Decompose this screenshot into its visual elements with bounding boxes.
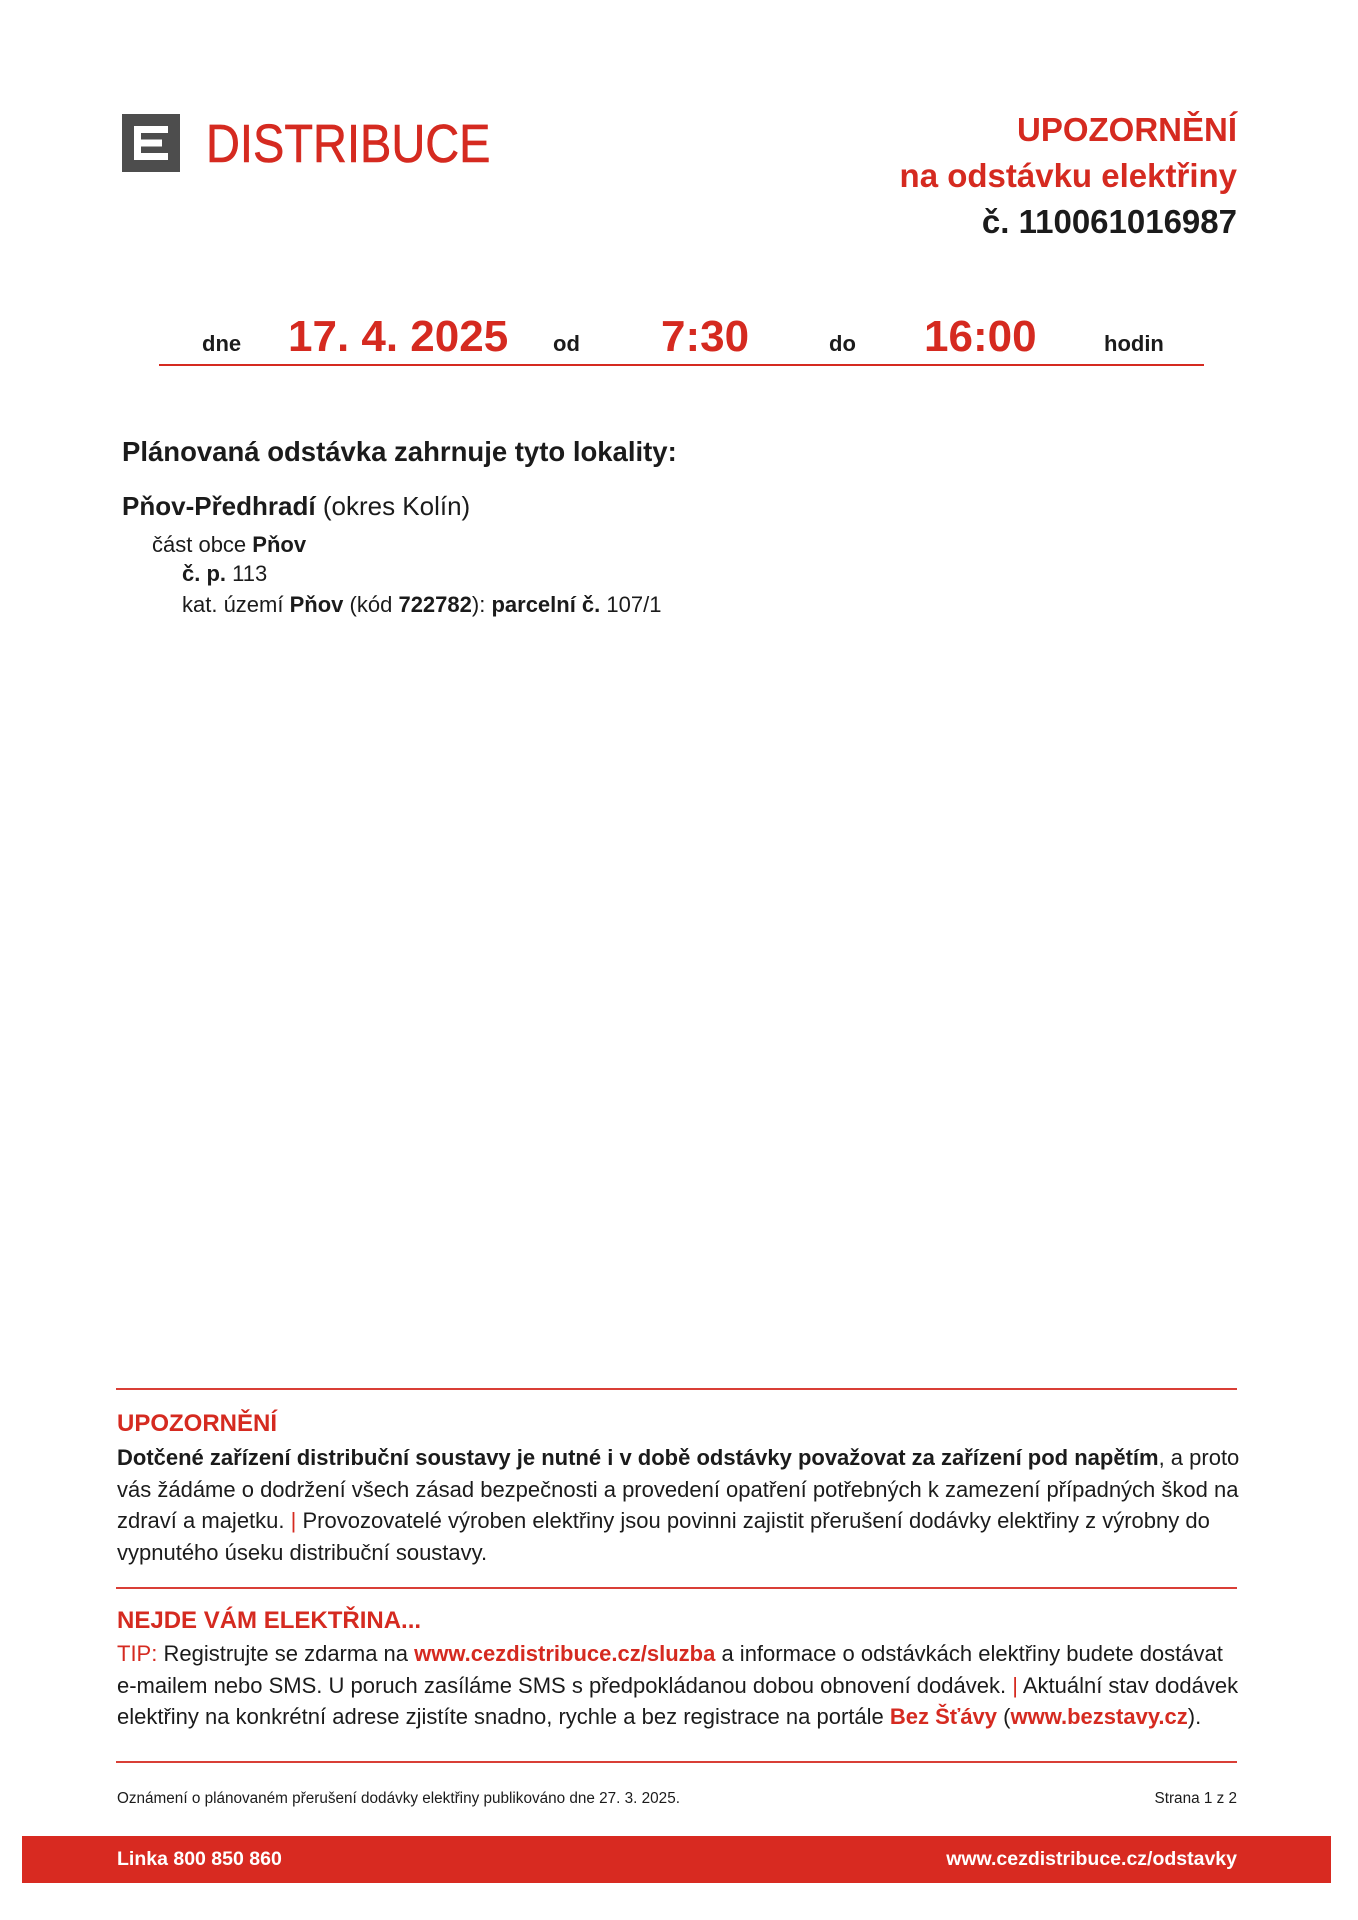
hotline: Linka 800 850 860: [117, 1848, 282, 1870]
notice-title: UPOZORNĚNÍ: [1016, 111, 1237, 148]
warning-paragraph: [117, 1442, 1244, 1569]
locations-heading: Plánovaná odstávka zahrnuje tyto lokality:: [122, 436, 677, 467]
warning-text-2: Provozovatelé výroben elektřiny jsou povinni zajistit přerušení dodávky elektřiny z výrobny do vypnutého úseku distribuční soustavy.: [117, 1508, 1210, 1566]
warning-bold-text: Dotčené zařízení distribuční soustavy je nutné i v době odstávky považovat za zařízení pod napětím: [117, 1445, 1159, 1470]
tip-text-2: a informace o odstávkách elektřiny budete dostávat e-mailem nebo SMS. U poruch zasíláme SMS s předpokládanou dobou obnovení dodávek.: [117, 1641, 1223, 1698]
municipal-part-line: [152, 530, 306, 560]
municipal-part-label: část obce: [152, 532, 247, 557]
section-divider: [116, 1587, 1237, 1589]
from-label: od: [553, 331, 580, 356]
paren-close: ).: [1187, 1704, 1202, 1730]
cadastral-code: 722782: [398, 592, 472, 617]
to-label: do: [829, 331, 856, 356]
parcel-label: parcelní č.: [491, 592, 601, 617]
cadastral-code-close: ):: [471, 592, 486, 617]
cadastral-name: Pňov: [289, 592, 344, 617]
portal-link: www.bezstavy.cz: [1010, 1704, 1188, 1730]
municipality-line: [122, 490, 470, 522]
municipal-part-name: Pňov: [252, 532, 307, 557]
footer-website: www.cezdistribuce.cz/odstavky: [946, 1848, 1237, 1870]
service-link: www.cezdistribuce.cz/sluzba: [414, 1641, 716, 1666]
cez-logo-graphic: [122, 114, 180, 172]
portal-name: Bez Šťávy: [889, 1704, 998, 1730]
page-indicator: Strana 1 z 2: [1154, 1790, 1237, 1807]
no-power-heading: NEJDE VÁM ELEKTŘINA...: [117, 1607, 422, 1634]
outage-date: 17. 4. 2025: [288, 312, 509, 361]
warning-text-1: , a proto vás žádáme o dodržení všech zásad bezpečnosti a provedení opatření potřebných k zamezení případných škod na zdraví a majetku.: [117, 1445, 1240, 1534]
section-divider: [116, 1388, 1237, 1390]
notice-title-block: [900, 107, 1237, 245]
tip-separator: |: [1012, 1672, 1018, 1698]
notice-subtitle: na odstávku elektřiny: [899, 157, 1237, 194]
notice-number: č. 110061016987: [981, 203, 1237, 240]
municipality-name: Pňov-Předhradí: [122, 491, 316, 521]
paren-open: (: [1003, 1704, 1011, 1730]
tip-text-1: Registrujte se zdarma na: [163, 1641, 409, 1666]
end-time: 16:00: [924, 312, 1037, 361]
footer-band: [22, 1836, 1331, 1883]
hours-label: hodin: [1104, 331, 1164, 356]
house-number-label: č. p.: [182, 561, 227, 586]
schedule-underline: [159, 364, 1204, 366]
municipality-district: (okres Kolín): [322, 491, 471, 521]
house-number-value: 113: [232, 561, 268, 586]
start-time: 7:30: [661, 312, 750, 361]
cadastral-line: [182, 590, 661, 620]
cadastral-code-open: (kód: [349, 592, 393, 617]
tip-text-3: Aktuální stav dodávek elektřiny na konkrétní adrese zjistíte snadno, rychle a bez registrace na portále: [117, 1672, 1239, 1730]
logo-wordmark: DISTRIBUCE: [206, 114, 491, 174]
tip-paragraph: [117, 1638, 1244, 1733]
warning-heading: UPOZORNĚNÍ: [117, 1410, 278, 1437]
tip-label: TIP:: [117, 1641, 158, 1666]
date-label: dne: [202, 331, 242, 356]
cez-logo-icon: [122, 114, 180, 172]
section-divider: [116, 1761, 1237, 1763]
parcel-number: 107/1: [606, 592, 662, 617]
published-note: Oznámení o plánovaném přerušení dodávky elektřiny publikováno dne 27. 3. 2025.: [117, 1790, 680, 1807]
cadastral-label: kat. území: [182, 592, 284, 617]
house-number-line: [182, 559, 267, 589]
warning-separator: |: [290, 1508, 297, 1534]
